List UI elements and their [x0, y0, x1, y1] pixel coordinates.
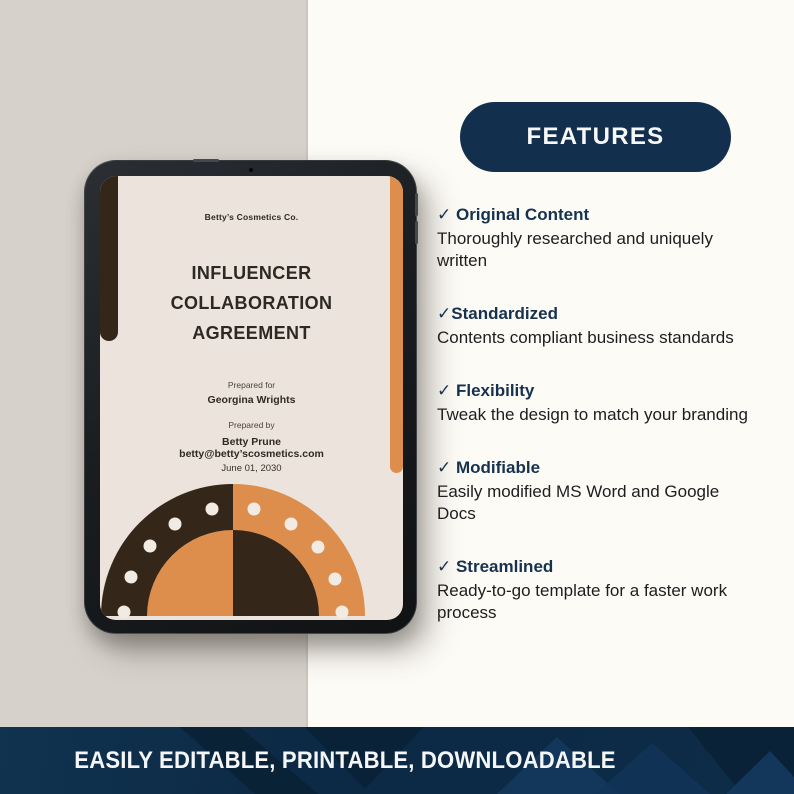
- document-title-line: AGREEMENT: [192, 323, 311, 343]
- prepared-by-name: Betty Prune: [222, 436, 281, 448]
- check-icon: ✓: [437, 304, 452, 323]
- company-name: Betty’s Cosmetics Co.: [204, 212, 299, 222]
- feature-heading-label: Modifiable: [455, 458, 541, 477]
- tablet-volume-down-button: [415, 221, 418, 244]
- feature-item: [437, 456, 751, 525]
- tablet-power-button: [193, 159, 219, 162]
- tablet-volume-up-button: [415, 193, 418, 216]
- features-pill: [460, 102, 731, 172]
- feature-heading: [437, 456, 751, 480]
- feature-item: [437, 203, 751, 272]
- tablet-mockup: [84, 160, 417, 634]
- document-title-line: COLLABORATION: [170, 293, 333, 313]
- banner-text: EASILY EDITABLE, PRINTABLE, DOWNLOADABLE: [74, 746, 616, 774]
- tablet-screen: [100, 176, 403, 620]
- feature-heading: [437, 555, 751, 579]
- prepared-for-name: Georgina Wrights: [207, 394, 296, 406]
- feature-item: [437, 302, 751, 349]
- feature-heading-label: Original Content: [455, 205, 590, 224]
- feature-heading-label: Streamlined: [455, 557, 554, 576]
- feature-heading-label: Standardized: [451, 304, 558, 323]
- feature-body: Easily modified MS Word and Google Docs: [437, 482, 720, 523]
- prepared-by-label: Prepared by: [228, 420, 275, 430]
- check-icon: ✓: [437, 557, 456, 576]
- feature-list: [437, 203, 751, 654]
- prepared-for-label: Prepared for: [227, 380, 276, 390]
- feature-item: [437, 555, 751, 624]
- check-icon: ✓: [437, 381, 456, 400]
- bottom-banner: [0, 727, 794, 794]
- document-title-line: INFLUENCER: [191, 263, 312, 283]
- prepared-by-email: betty@betty’scosmetics.com: [179, 448, 324, 460]
- feature-heading-label: Flexibility: [455, 381, 535, 400]
- feature-heading: [437, 302, 751, 326]
- feature-body: Ready-to-go template for a faster work process: [437, 581, 728, 622]
- feature-item: [437, 379, 751, 426]
- feature-heading: [437, 203, 751, 227]
- feature-body: Tweak the design to match your branding: [437, 405, 748, 424]
- tablet-camera-icon: [249, 168, 253, 172]
- document-date: June 01, 2030: [221, 463, 282, 474]
- features-pill-label: FEATURES: [526, 123, 665, 150]
- check-icon: ✓: [437, 458, 456, 477]
- document-title: [100, 258, 403, 348]
- feature-body: Thoroughly researched and uniquely written: [437, 229, 713, 270]
- feature-body: Contents compliant business standards: [437, 328, 734, 347]
- feature-heading: [437, 379, 751, 403]
- check-icon: ✓: [437, 205, 456, 224]
